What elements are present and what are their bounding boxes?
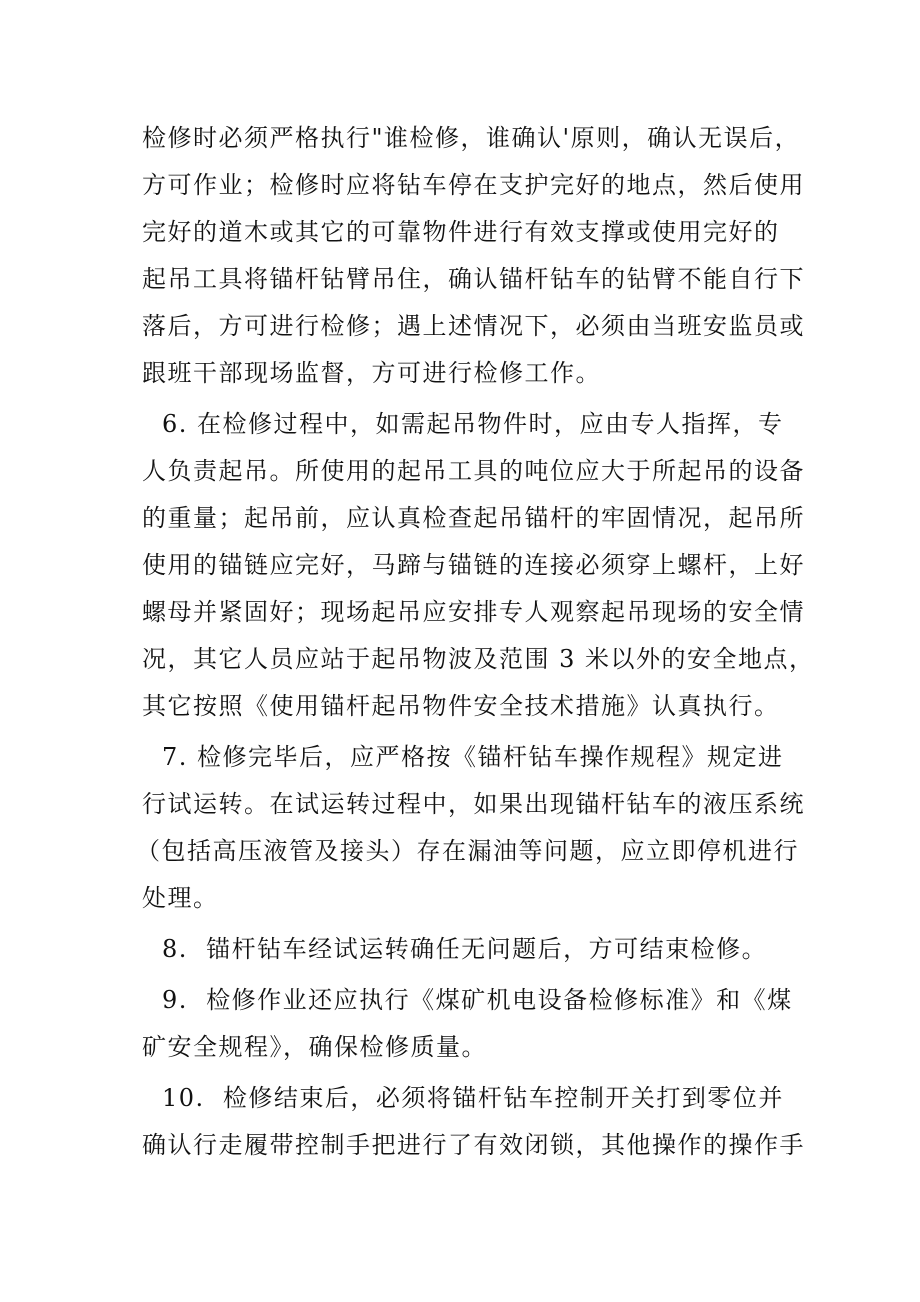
- text-line: 况，其它人员应站于起吊物波及范围 3 米以外的安全地点，: [142, 645, 815, 673]
- text-line: 7. 检修完毕后，应严格按《锚杆钻车操作规程》规定进: [162, 743, 784, 771]
- text-line: 检修时必须严格执行"谁检修，谁确认'原则，确认无误后，: [142, 124, 801, 152]
- text-line: 完好的道木或其它的可靠物件进行有效支撑或使用完好的: [142, 218, 780, 246]
- text-line: 跟班干部现场监督，方可进行检修工作。: [142, 359, 601, 387]
- text-line: 10. 检修结束后，必须将锚杆钻车控制开关打到零位并: [162, 1084, 784, 1112]
- text-line: 起吊工具将锚杆钻臂吊住，确认锚杆钻车的钻臂不能自行下: [142, 265, 805, 293]
- text-line: 矿安全规程》，确保检修质量。: [142, 1033, 487, 1061]
- text-line: 落后，方可进行检修；遇上述情况下，必须由当班安监员或: [142, 312, 805, 340]
- text-line: 行试运转。在试运转过程中，如果出现锚杆钻车的液压系统: [142, 790, 805, 818]
- text-line: 的重量；起吊前，应认真检查起吊锚杆的牢固情况，起吊所: [142, 504, 805, 532]
- text-line: 人负责起吊。所使用的起吊工具的吨位应大于所起吊的设备: [142, 457, 805, 485]
- text-line: 螺母并紧固好；现场起吊应安排专人观察起吊现场的安全情: [142, 598, 805, 626]
- text-line: （包括高压液管及接头）存在漏油等问题，应立即停机进行: [136, 837, 799, 865]
- text-line: 使用的锚链应完好，马蹄与锚链的连接必须穿上螺杆，上好: [142, 551, 805, 579]
- text-line: 其它按照《使用锚杆起吊物件安全技术措施》认真执行。: [142, 692, 780, 720]
- text-line: 8. 锚杆钻车经试运转确任无问题后，方可结束检修。: [162, 935, 768, 963]
- text-line: 9. 检修作业还应执行《煤矿机电设备检修标准》和《煤: [162, 986, 793, 1014]
- text-line: 处理。: [142, 884, 219, 912]
- text-line: 确认行走履带控制手把进行了有效闭锁，其他操作的操作手: [142, 1131, 805, 1159]
- text-line: 方可作业；检修时应将钻车停在支护完好的地点，然后使用: [142, 171, 805, 199]
- text-line: 6. 在检修过程中，如需起吊物件时，应由专人指挥，专: [162, 410, 784, 438]
